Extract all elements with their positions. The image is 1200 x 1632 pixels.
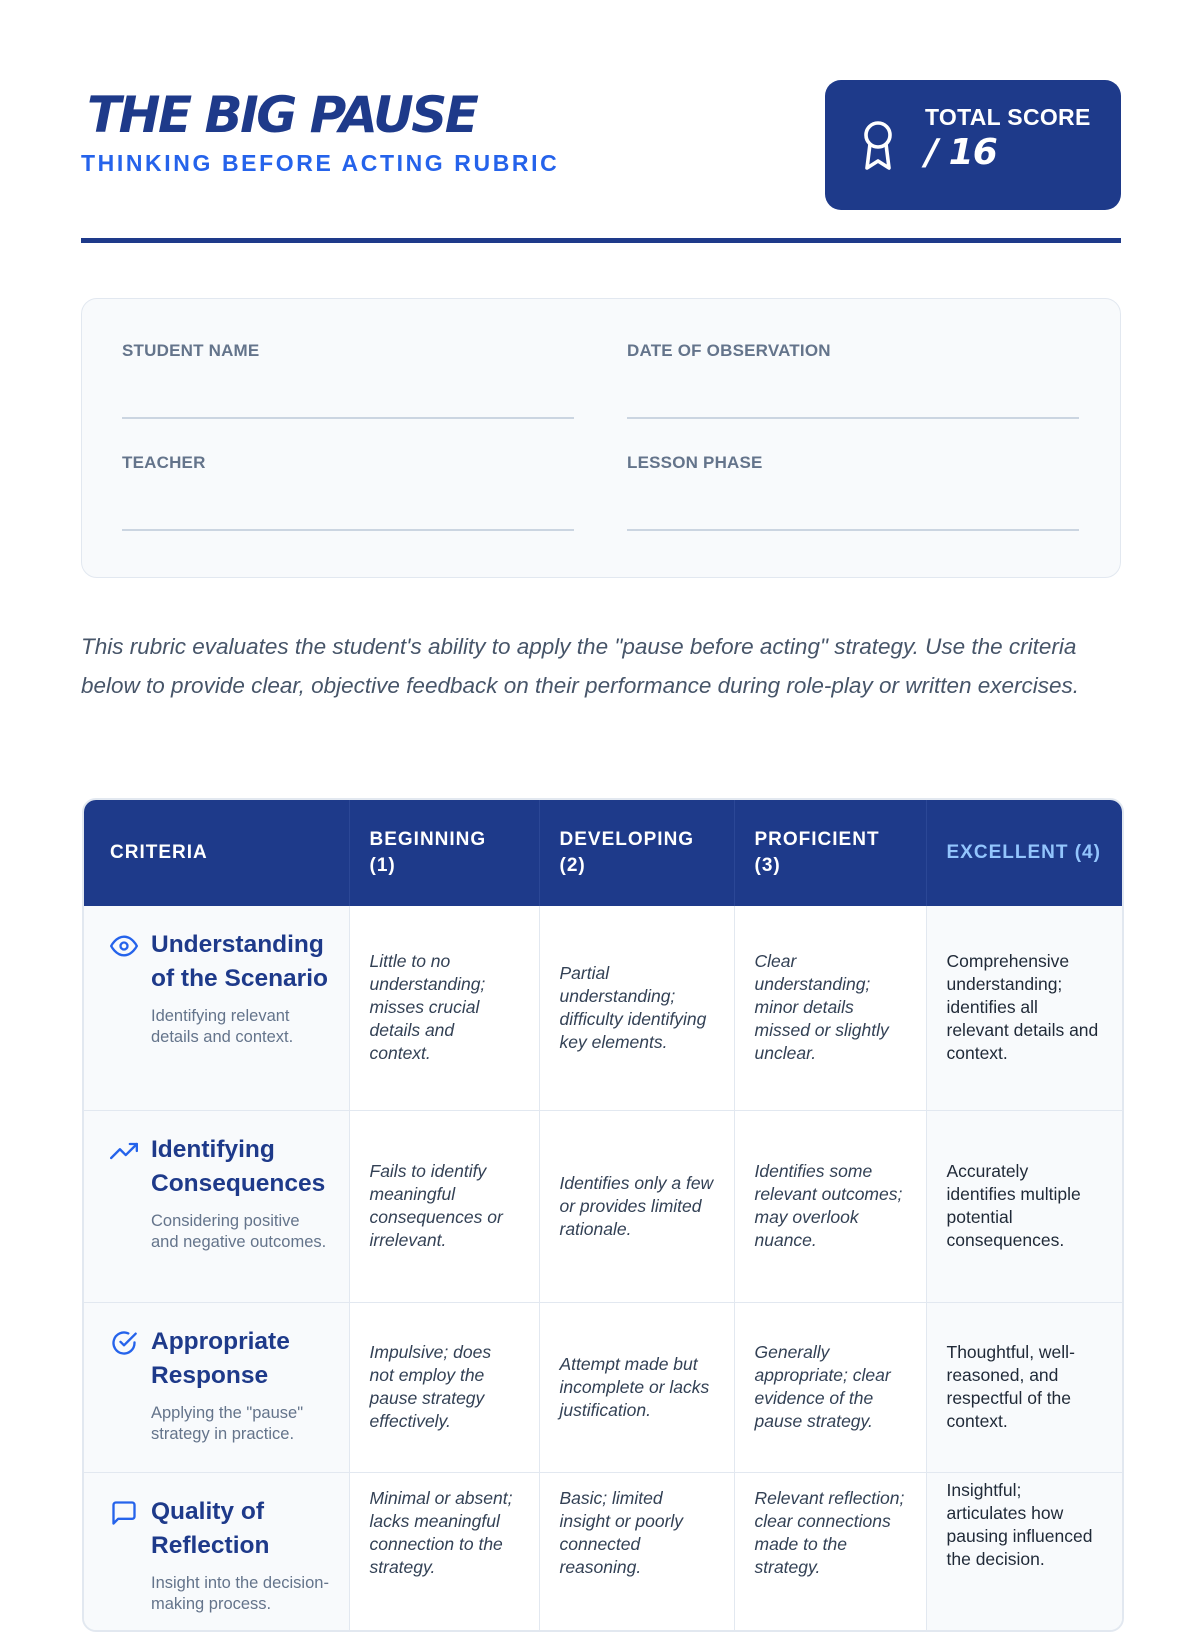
proficient-cell: Identifies some relevant outcomes; may overlook nuance. bbox=[734, 1110, 926, 1302]
criteria-name: Appropriate Response bbox=[151, 1327, 290, 1389]
rubric-table-container bbox=[82, 798, 1124, 1632]
excellent-cell: Insightful; articulates how pausing influenced the decision. bbox=[926, 1472, 1122, 1632]
developing-cell: Attempt made but incomplete or lacks justification. bbox=[539, 1302, 734, 1472]
beginning-cell: Little to no understanding; misses crucial details and context. bbox=[349, 906, 539, 1110]
excellent-cell: Comprehensive understanding; identifies all relevant details and context. bbox=[926, 906, 1122, 1110]
page-subtitle: THINKING BEFORE ACTING RUBRIC bbox=[81, 150, 560, 176]
date-of-observation-label: DATE OF OBSERVATION bbox=[627, 341, 831, 360]
header-divider bbox=[81, 238, 1121, 243]
teacher-label: TEACHER bbox=[122, 453, 206, 472]
header-criteria: CRITERIA bbox=[84, 800, 349, 906]
beginning-cell: Minimal or absent; lacks meaningful connection to the strategy. bbox=[349, 1472, 539, 1632]
criteria-cell bbox=[84, 1472, 349, 1632]
teacher-field[interactable] bbox=[122, 453, 574, 473]
teacher-line[interactable] bbox=[122, 529, 574, 531]
table-row bbox=[84, 1302, 1122, 1472]
table-row bbox=[84, 1472, 1122, 1632]
date-of-observation-field[interactable] bbox=[627, 341, 1079, 361]
lesson-phase-field[interactable] bbox=[627, 453, 1079, 473]
header bbox=[81, 80, 1121, 240]
criteria-description: Insight into the decision-making process. bbox=[151, 1573, 329, 1613]
table-row bbox=[84, 906, 1122, 1110]
excellent-cell: Thoughtful, well-reasoned, and respectful of the context. bbox=[926, 1302, 1122, 1472]
table-header-row bbox=[84, 800, 1122, 906]
student-name-label: STUDENT NAME bbox=[122, 341, 260, 360]
total-score-box bbox=[825, 80, 1121, 210]
developing-cell: Identifies only a few or provides limited rationale. bbox=[539, 1110, 734, 1302]
check-circle-icon bbox=[110, 1329, 138, 1357]
header-proficient: PROFICIENT (3) bbox=[734, 800, 926, 906]
intro-paragraph: This rubric evaluates the student's ability to apply the "pause before acting" strategy. Use the criteria below to provide clear, objective feedback on their performance during role-play or written exercises. bbox=[81, 634, 1080, 698]
beginning-cell: Impulsive; does not employ the pause strategy effectively. bbox=[349, 1302, 539, 1472]
trending-up-icon bbox=[110, 1137, 138, 1165]
award-icon bbox=[859, 120, 897, 172]
proficient-cell: Clear understanding; minor details missed or slightly unclear. bbox=[734, 906, 926, 1110]
criteria-name: Identifying Consequences bbox=[151, 1135, 326, 1197]
criteria-description: Considering positive and negative outcomes. bbox=[151, 1211, 327, 1251]
criteria-cell bbox=[84, 1302, 349, 1472]
student-name-line[interactable] bbox=[122, 417, 574, 419]
proficient-cell: Generally appropriate; clear evidence of the pause strategy. bbox=[734, 1302, 926, 1472]
header-beginning: BEGINNING (1) bbox=[349, 800, 539, 906]
criteria-name: Quality of Reflection bbox=[151, 1497, 270, 1559]
message-square-icon bbox=[110, 1499, 138, 1527]
student-name-field[interactable] bbox=[122, 341, 574, 361]
lesson-phase-label: LESSON PHASE bbox=[627, 453, 763, 472]
total-score-value: / 16 bbox=[925, 132, 997, 173]
page-title: THE BIG PAUSE bbox=[87, 86, 477, 144]
criteria-cell bbox=[84, 1110, 349, 1302]
student-info-card bbox=[81, 298, 1121, 578]
table-row bbox=[84, 1110, 1122, 1302]
criteria-cell bbox=[84, 906, 349, 1110]
lesson-phase-line[interactable] bbox=[627, 529, 1079, 531]
criteria-description: Identifying relevant details and context. bbox=[151, 1007, 294, 1046]
proficient-cell: Relevant reflection; clear connections made to the strategy. bbox=[734, 1472, 926, 1632]
header-excellent: EXCELLENT (4) bbox=[926, 800, 1122, 906]
total-score-label: TOTAL SCORE bbox=[925, 104, 1091, 130]
criteria-description: Applying the "pause" strategy in practice. bbox=[151, 1403, 304, 1443]
eye-icon bbox=[110, 932, 138, 960]
rubric-table bbox=[84, 800, 1122, 1632]
beginning-cell: Fails to identify meaningful consequences or irrelevant. bbox=[349, 1110, 539, 1302]
criteria-name: Understanding of the Scenario bbox=[151, 931, 328, 992]
date-of-observation-line[interactable] bbox=[627, 417, 1079, 419]
developing-cell: Partial understanding; difficulty identifying key elements. bbox=[539, 906, 734, 1110]
developing-cell: Basic; limited insight or poorly connected reasoning. bbox=[539, 1472, 734, 1632]
header-developing: DEVELOPING (2) bbox=[539, 800, 734, 906]
excellent-cell: Accurately identifies multiple potential consequences. bbox=[926, 1110, 1122, 1302]
